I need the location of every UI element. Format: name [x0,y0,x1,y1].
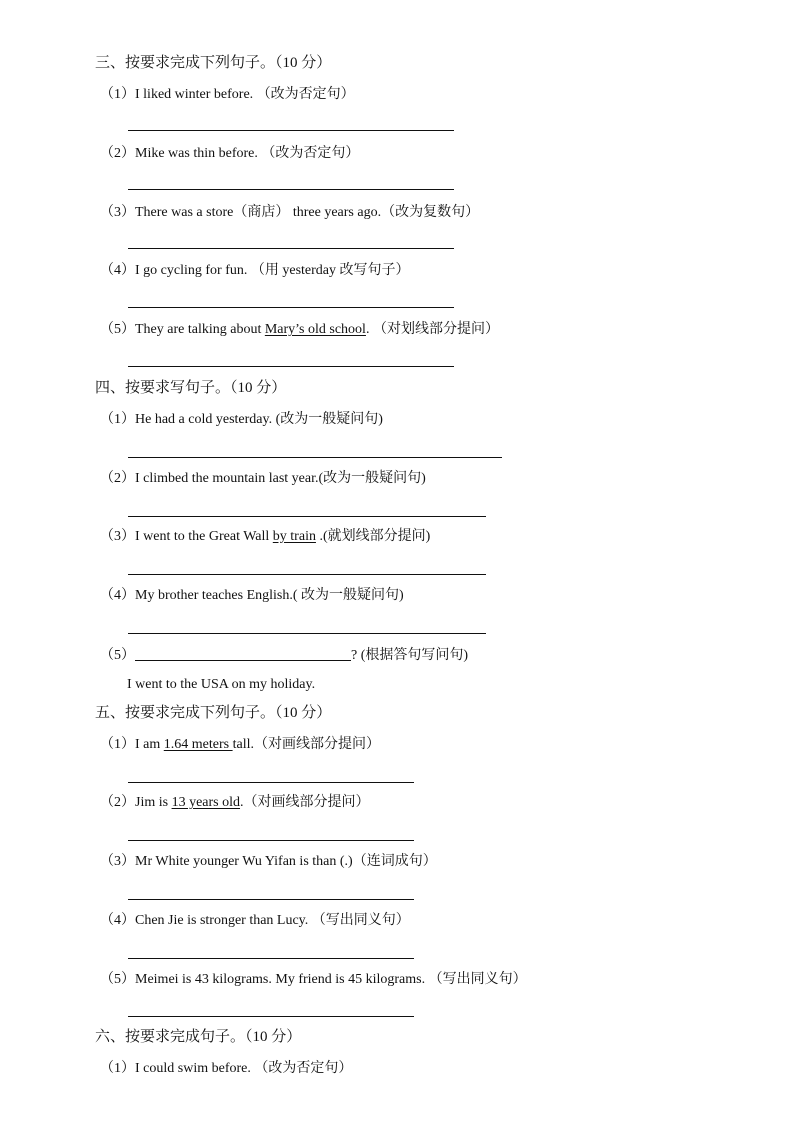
question-instruction: （写出同义句） [428,972,527,987]
inline-answer-blank[interactable] [135,646,351,661]
answer-line[interactable] [128,574,486,575]
given-answer-sentence: I went to the USA on my holiday. [127,677,316,692]
s5-question-2 [100,794,370,812]
answer-line[interactable] [128,782,414,783]
question-text: Chen Jie is stronger than Lucy. [135,913,312,928]
answer-line[interactable] [128,130,454,131]
question-instruction: 改为一般疑问句 [301,588,400,603]
question-instruction: （用 [250,263,283,278]
question-number: （5） [100,322,135,337]
question-text: . [365,322,373,337]
question-instruction: （对画线部分提问） [253,737,380,752]
s3-question-3 [100,204,479,222]
question-instruction: 改写句子） [339,263,410,278]
question-text: I am [135,737,164,752]
question-number: （2） [100,795,135,810]
question-number: （2） [100,471,135,486]
question-number: （4） [100,588,135,603]
underlined-phrase: 13 years old [171,795,241,810]
s5-question-4 [100,912,410,930]
s5-question-5 [100,971,527,989]
question-number: （3） [100,529,135,544]
question-number: （3） [100,205,135,220]
question-text: tall. [232,737,254,752]
question-instruction: 就划线部分提问 [327,529,426,544]
question-text: three years ago. [289,205,382,220]
close-paren: ) [378,412,383,427]
question-number: （5） [100,972,135,987]
answer-line[interactable] [128,307,454,308]
question-text: My brother teaches English.( [135,588,302,603]
answer-line[interactable] [128,633,486,634]
question-number: （1） [100,737,135,752]
answer-line[interactable] [128,840,414,841]
s4-question-1 [100,411,383,429]
question-text: . [240,795,244,810]
word-note: （商店） [233,205,290,220]
question-instruction: （改为否定句） [254,1061,353,1076]
close-paren: ) [425,529,431,544]
section-6-heading: 六、按要求完成句子。（10 分） [95,1029,302,1045]
s6-question-1 [100,1060,352,1078]
s5-question-1 [100,736,380,754]
question-instruction: 改为一般疑问句 [323,471,422,486]
answer-line[interactable] [128,248,454,249]
question-text: I go cycling for fun. [135,263,251,278]
question-text: He had a cold yesterday. ( [135,412,281,427]
answer-line[interactable] [128,899,414,900]
question-instruction: （改为否定句） [256,87,355,102]
underlined-phrase: 1.64 meters [163,737,233,752]
answer-line[interactable] [128,1016,414,1017]
question-text: Meimei is 43 kilograms. My friend is 45 kilograms. [135,972,429,987]
question-text: Mr White younger Wu Yifan is than (.) [135,854,353,869]
question-text: I climbed the mountain last year.( [135,471,324,486]
question-instruction: （对划线部分提问） [372,322,499,337]
question-instruction: 根据答句写问句 [365,648,464,663]
question-text: There was a store [135,205,234,220]
question-number: （1） [100,87,135,102]
answer-line[interactable] [128,457,502,458]
question-number: （1） [100,1061,135,1076]
s3-question-4 [100,262,410,280]
s4-question-3 [100,528,430,546]
question-text: I liked winter before. [135,87,257,102]
question-text: I went to the Great Wall [135,529,273,544]
question-number: （2） [100,146,135,161]
question-instruction: （写出同义句） [311,913,410,928]
answer-line[interactable] [128,958,414,959]
answer-line[interactable] [128,366,454,367]
question-instruction: 改为一般疑问句 [280,412,379,427]
s3-question-5 [100,321,499,339]
question-text: I could swim before. [135,1061,255,1076]
close-paren: ) [421,471,426,486]
question-text: Mike was thin before. [135,146,262,161]
question-number: （4） [100,913,135,928]
underlined-phrase: Mary’s old school [264,322,366,337]
s4-question-4 [100,587,404,605]
question-text: ? ( [351,648,366,663]
question-number: （3） [100,854,135,869]
question-text: They are talking about [135,322,265,337]
underlined-phrase: by train [272,529,316,544]
answer-line[interactable] [128,516,486,517]
section-5-heading: 五、按要求完成下列句子。（10 分） [95,705,332,721]
close-paren: ) [463,648,469,663]
question-text: .( [315,529,328,544]
question-instruction: （改为否定句） [261,146,360,161]
question-instruction: （对画线部分提问） [243,795,370,810]
s3-question-1 [100,86,355,104]
s5-question-3 [100,853,437,871]
question-text: Jim is [135,795,172,810]
question-number: （5） [100,648,135,663]
question-number: （1） [100,412,135,427]
question-instruction: （连词成句） [352,854,437,869]
s4-question-2 [100,470,426,488]
section-4-heading: 四、按要求写句子。（10 分） [95,380,287,396]
s4-question-5 [100,646,468,665]
question-number: （4） [100,263,135,278]
s3-question-2 [100,145,359,163]
question-instruction: （改为复数句） [381,205,480,220]
answer-line[interactable] [128,189,454,190]
section-3-heading: 三、按要求完成下列句子。（10 分） [95,55,332,71]
keyword: yesterday [282,263,340,278]
close-paren: ) [399,588,404,603]
